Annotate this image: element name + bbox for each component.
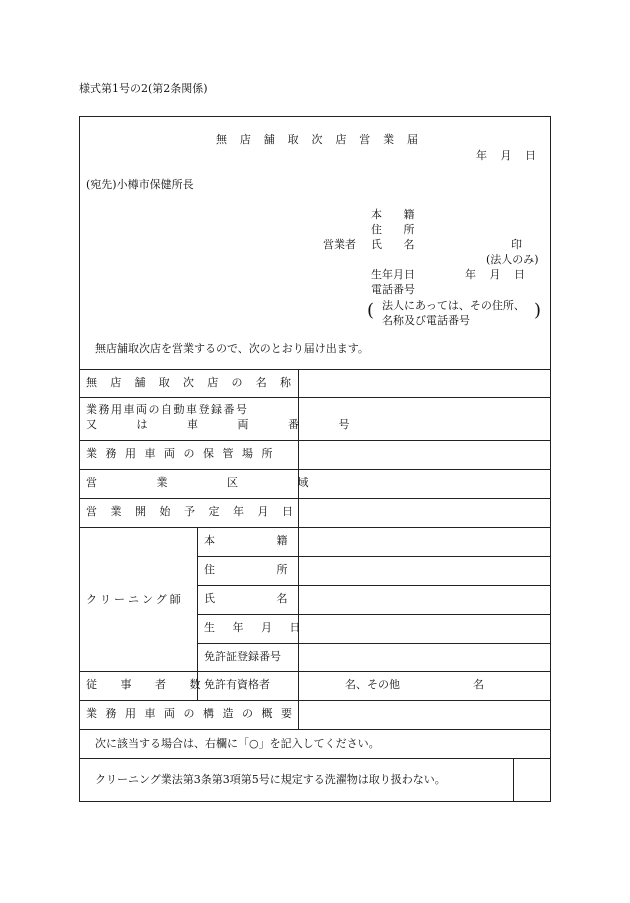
cleaner-domicile-label: 本 籍: [204, 534, 288, 547]
cleaner-license-label: 免許証登録番号: [204, 650, 281, 663]
vehicle-no-label-1: [86, 403, 291, 417]
cleaner-domicile-field[interactable]: [300, 528, 550, 555]
store-name-label: [86, 376, 291, 390]
start-date-field[interactable]: [300, 499, 550, 526]
cleaner-name-label: 氏 名: [204, 592, 288, 605]
cleaner-birthdate-field[interactable]: [300, 615, 550, 642]
vehicle-no-label-2: [86, 418, 350, 432]
domicile-label: 本 籍: [371, 208, 415, 221]
address-label: 住 所: [371, 223, 415, 236]
cleaner-group-label: クリーニング師: [86, 593, 184, 606]
business-area-label: [86, 476, 309, 490]
clause-check-field[interactable]: [515, 759, 550, 801]
staff-licensed-label: 免許有資格者: [204, 678, 270, 691]
rule: [79, 729, 551, 730]
cleaner-license-field[interactable]: [300, 644, 550, 670]
business-area-text: 営 業 区 域: [86, 476, 309, 489]
cleaner-address-field[interactable]: [300, 557, 550, 584]
birthdate-label: 生年月日: [371, 268, 415, 281]
date-field[interactable]: 年 月 日: [476, 149, 536, 162]
right-paren: ): [534, 300, 542, 321]
staff-other-label: 名、その他: [345, 678, 400, 691]
applicant-role: 営業者: [323, 238, 356, 251]
cleaner-address-label: 住 所: [204, 563, 288, 576]
start-date-text: 営 業 開 始 予 定 年 月 日: [86, 505, 293, 518]
store-name-text: 無 店 舗 取 次 店 の 名 称: [86, 376, 291, 389]
corp-note-line2: 名称及び電話番号: [382, 314, 470, 327]
rule: [79, 671, 551, 672]
storage-place-text: 業 務 用 車 両 の 保 管 場 所: [86, 447, 273, 460]
clause-text: クリーニング業法第3条第3項第5号に規定する洗濯物は取り扱わない。: [95, 773, 446, 786]
form-title-text: 無 店 舗 取 次 店 営 業 届: [216, 133, 418, 146]
start-date-label: [86, 505, 291, 519]
form-title: [216, 133, 418, 147]
store-name-field[interactable]: [300, 370, 550, 396]
cleaner-birthdate-label: 生 年 月 日: [204, 621, 301, 634]
seal-note: (法人のみ): [486, 253, 539, 266]
rule: [79, 758, 551, 759]
vehicle-structure-label: 業 務 用 車 両 の 構 造 の 概 要: [86, 707, 292, 720]
storage-place-label: [86, 447, 291, 461]
vehicle-structure-field[interactable]: [300, 701, 550, 728]
vehicle-no-text-1: 業 務 用 車 両 の 自 動 車 登 録 番 号: [86, 403, 246, 416]
vehicle-no-field[interactable]: [300, 398, 550, 439]
instruction-text: 次に該当する場合は、右欄に「○」を記入してください。: [95, 737, 380, 750]
cleaner-name-field[interactable]: [300, 586, 550, 613]
rule: [513, 758, 514, 802]
storage-place-field[interactable]: [300, 441, 550, 468]
birthdate-ymd[interactable]: 年 月 日: [465, 268, 525, 281]
staff-unit-label: 名: [473, 678, 484, 691]
intro-text: 無店舗取次店を営業するので、次のとおり届け出ます。: [95, 342, 369, 355]
rule: [197, 527, 198, 700]
addressee: (宛先)小樽市保健所長: [86, 178, 194, 191]
vehicle-no-text-2: 又 は 車 両 番 号: [86, 418, 350, 431]
phone-label: 電話番号: [371, 283, 415, 296]
corp-note-line1: 法人にあっては、その住所、: [382, 299, 525, 312]
staff-count-label: 従 事 者 数: [86, 678, 201, 691]
form-id: 様式第1号の2(第2条関係): [79, 82, 208, 95]
name-label: 氏 名: [371, 238, 415, 251]
left-paren: (: [367, 300, 375, 321]
business-area-field[interactable]: [300, 470, 550, 497]
seal-label: 印: [511, 238, 522, 251]
